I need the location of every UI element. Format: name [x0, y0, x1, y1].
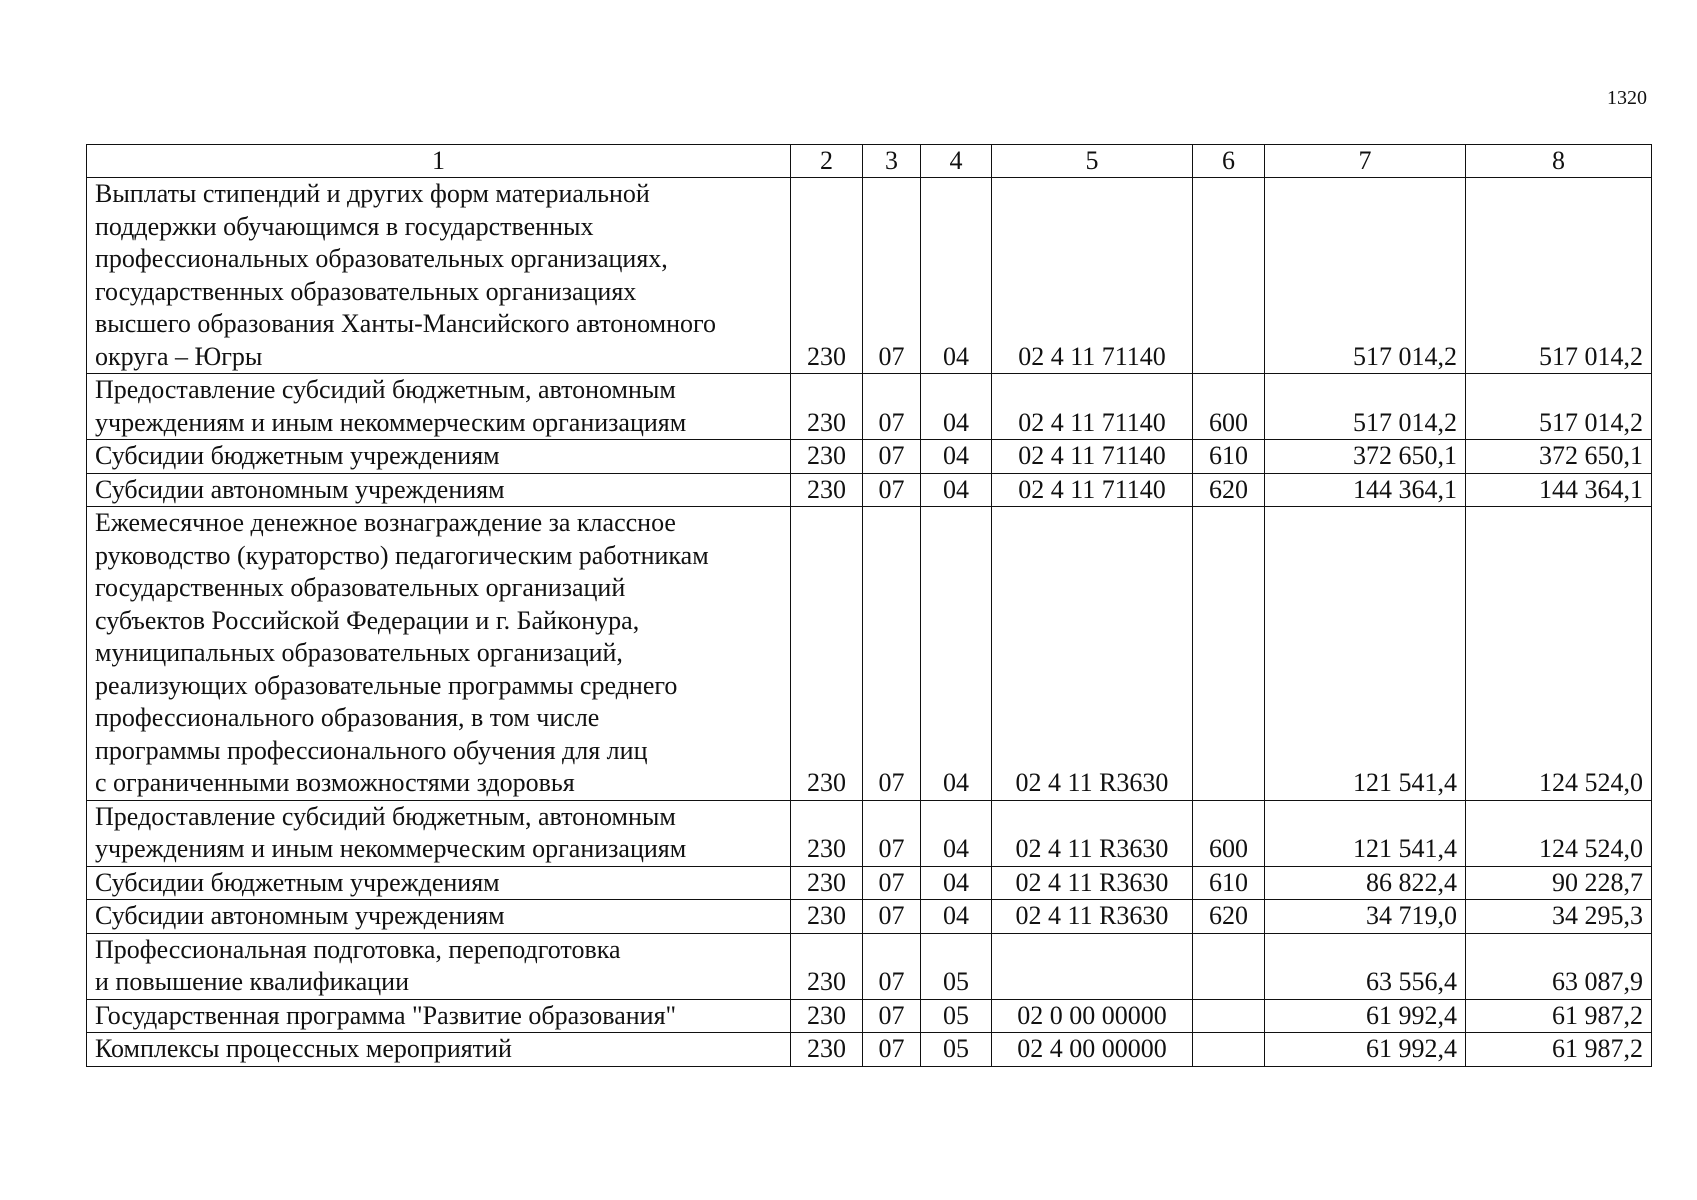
cell-section: 07 — [863, 473, 921, 507]
cell-expense-type — [1193, 999, 1265, 1033]
cell-code: 230 — [791, 178, 863, 374]
cell-amount-2: 61 987,2 — [1466, 999, 1652, 1033]
cell-target-article: 02 4 11 R3630 — [992, 800, 1193, 866]
row-name: Выплаты стипендий и других форм материальной поддержки обучающимся в государственных профессиональных образовательных организациях, государственных образовательных организациях высшего образования Ханты-Мансийского автономного округа – Югры — [87, 178, 791, 374]
column-header: 5 — [992, 145, 1193, 178]
column-header: 7 — [1265, 145, 1466, 178]
header-row — [87, 145, 1652, 178]
cell-amount-1: 63 556,4 — [1265, 933, 1466, 999]
cell-section: 07 — [863, 800, 921, 866]
row-name: Комплексы процессных мероприятий — [87, 1033, 791, 1067]
cell-target-article: 02 4 00 00000 — [992, 1033, 1193, 1067]
row-name: Субсидии бюджетным учреждениям — [87, 866, 791, 900]
cell-code: 230 — [791, 866, 863, 900]
cell-subsection: 04 — [921, 374, 992, 440]
cell-amount-1: 86 822,4 — [1265, 866, 1466, 900]
cell-subsection: 04 — [921, 507, 992, 801]
cell-subsection: 04 — [921, 473, 992, 507]
cell-section: 07 — [863, 178, 921, 374]
cell-target-article: 02 4 11 71140 — [992, 440, 1193, 474]
cell-amount-2: 63 087,9 — [1466, 933, 1652, 999]
cell-expense-type: 620 — [1193, 900, 1265, 934]
cell-target-article: 02 4 11 R3630 — [992, 866, 1193, 900]
cell-target-article — [992, 933, 1193, 999]
row-name: Предоставление субсидий бюджетным, автономным учреждениям и иным некоммерческим организациям — [87, 374, 791, 440]
cell-subsection: 04 — [921, 866, 992, 900]
cell-subsection: 04 — [921, 900, 992, 934]
cell-subsection: 05 — [921, 933, 992, 999]
cell-subsection: 05 — [921, 999, 992, 1033]
row-name: Профессиональная подготовка, переподготовка и повышение квалификации — [87, 933, 791, 999]
cell-expense-type: 610 — [1193, 866, 1265, 900]
cell-expense-type — [1193, 1033, 1265, 1067]
table-row — [87, 999, 1652, 1033]
cell-section: 07 — [863, 1033, 921, 1067]
cell-section: 07 — [863, 440, 921, 474]
row-name: Ежемесячное денежное вознаграждение за классное руководство (кураторство) педагогическим работникам государственных образовательных организаций субъектов Российской Федерации и г. Байконура, муниципальных образовательных организаций, реализующих образовательные программы среднего профессионального образования, в том числе программы профессионального обучения для лиц с ограниченными возможностями здоровья — [87, 507, 791, 801]
table-row — [87, 440, 1652, 474]
cell-section: 07 — [863, 374, 921, 440]
cell-expense-type — [1193, 507, 1265, 801]
cell-amount-2: 124 524,0 — [1466, 507, 1652, 801]
cell-section: 07 — [863, 999, 921, 1033]
cell-amount-1: 61 992,4 — [1265, 999, 1466, 1033]
cell-expense-type: 610 — [1193, 440, 1265, 474]
cell-target-article: 02 4 11 R3630 — [992, 507, 1193, 801]
cell-amount-2: 90 228,7 — [1466, 866, 1652, 900]
cell-amount-1: 144 364,1 — [1265, 473, 1466, 507]
cell-target-article: 02 4 11 71140 — [992, 178, 1193, 374]
cell-section: 07 — [863, 933, 921, 999]
cell-code: 230 — [791, 507, 863, 801]
column-header: 1 — [87, 145, 791, 178]
budget-table — [86, 144, 1652, 1067]
table-row — [87, 933, 1652, 999]
cell-code: 230 — [791, 440, 863, 474]
column-header: 8 — [1466, 145, 1652, 178]
cell-amount-2: 124 524,0 — [1466, 800, 1652, 866]
row-name: Субсидии автономным учреждениям — [87, 900, 791, 934]
table-row — [87, 800, 1652, 866]
cell-code: 230 — [791, 933, 863, 999]
cell-code: 230 — [791, 800, 863, 866]
cell-target-article: 02 4 11 71140 — [992, 374, 1193, 440]
cell-code: 230 — [791, 900, 863, 934]
cell-amount-2: 517 014,2 — [1466, 178, 1652, 374]
cell-subsection: 05 — [921, 1033, 992, 1067]
table-row — [87, 473, 1652, 507]
table-row — [87, 374, 1652, 440]
cell-amount-1: 34 719,0 — [1265, 900, 1466, 934]
row-name: Предоставление субсидий бюджетным, автономным учреждениям и иным некоммерческим организациям — [87, 800, 791, 866]
cell-expense-type: 600 — [1193, 800, 1265, 866]
table-row — [87, 900, 1652, 934]
cell-target-article: 02 4 11 71140 — [992, 473, 1193, 507]
table-row — [87, 866, 1652, 900]
table-row — [87, 178, 1652, 374]
cell-section: 07 — [863, 507, 921, 801]
page-number: 1320 — [1607, 87, 1647, 109]
cell-amount-2: 517 014,2 — [1466, 374, 1652, 440]
cell-amount-1: 121 541,4 — [1265, 507, 1466, 801]
cell-section: 07 — [863, 900, 921, 934]
cell-expense-type: 620 — [1193, 473, 1265, 507]
table-row — [87, 1033, 1652, 1067]
column-header: 3 — [863, 145, 921, 178]
cell-target-article: 02 4 11 R3630 — [992, 900, 1193, 934]
cell-code: 230 — [791, 1033, 863, 1067]
cell-expense-type: 600 — [1193, 374, 1265, 440]
cell-amount-2: 34 295,3 — [1466, 900, 1652, 934]
cell-amount-2: 144 364,1 — [1466, 473, 1652, 507]
cell-subsection: 04 — [921, 178, 992, 374]
cell-amount-1: 121 541,4 — [1265, 800, 1466, 866]
table-row — [87, 507, 1652, 801]
cell-target-article: 02 0 00 00000 — [992, 999, 1193, 1033]
cell-amount-2: 372 650,1 — [1466, 440, 1652, 474]
cell-expense-type — [1193, 178, 1265, 374]
cell-subsection: 04 — [921, 440, 992, 474]
row-name: Государственная программа "Развитие образования" — [87, 999, 791, 1033]
row-name: Субсидии бюджетным учреждениям — [87, 440, 791, 474]
cell-amount-1: 517 014,2 — [1265, 374, 1466, 440]
column-header: 6 — [1193, 145, 1265, 178]
cell-amount-1: 372 650,1 — [1265, 440, 1466, 474]
cell-code: 230 — [791, 999, 863, 1033]
row-name: Субсидии автономным учреждениям — [87, 473, 791, 507]
cell-code: 230 — [791, 473, 863, 507]
cell-amount-2: 61 987,2 — [1466, 1033, 1652, 1067]
cell-section: 07 — [863, 866, 921, 900]
cell-expense-type — [1193, 933, 1265, 999]
cell-amount-1: 517 014,2 — [1265, 178, 1466, 374]
cell-subsection: 04 — [921, 800, 992, 866]
cell-code: 230 — [791, 374, 863, 440]
cell-amount-1: 61 992,4 — [1265, 1033, 1466, 1067]
column-header: 2 — [791, 145, 863, 178]
column-header: 4 — [921, 145, 992, 178]
